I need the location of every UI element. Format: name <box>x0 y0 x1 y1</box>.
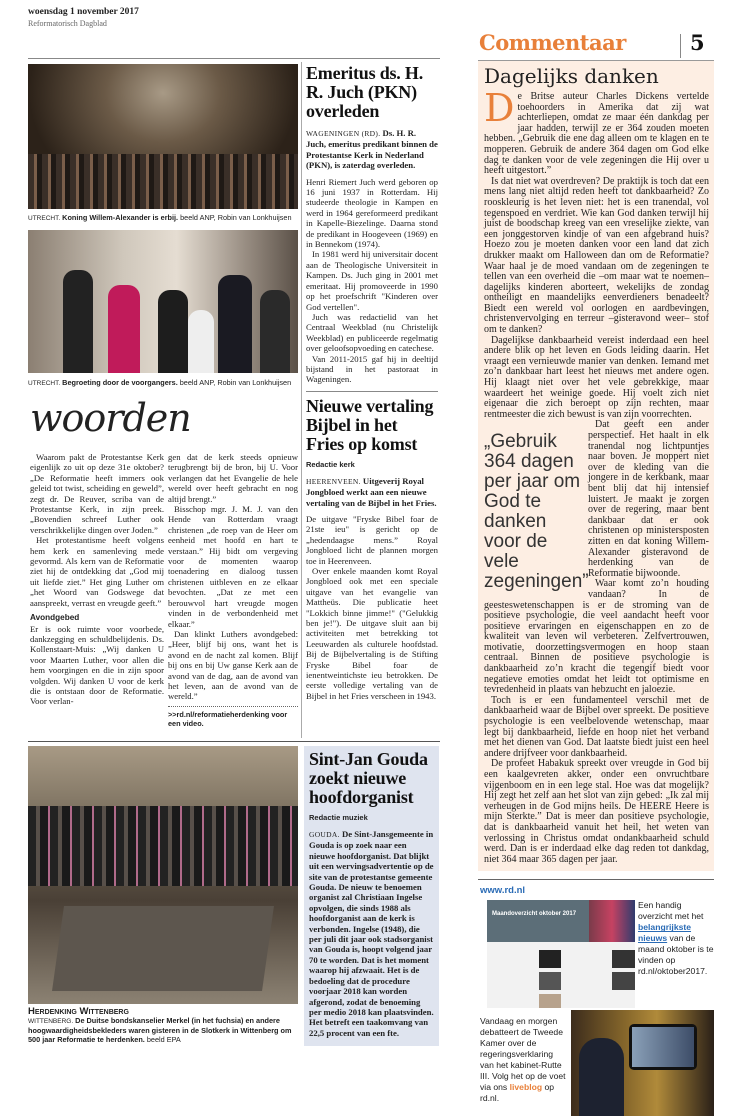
web-section <box>478 879 714 1117</box>
promo-month-overview: Een handig overzicht met het belangrijkste nieuws van de maand oktober is te vinden op rd.nl/oktober2017. <box>638 900 714 977</box>
phone-icon <box>629 1024 697 1070</box>
month-overview-screenshot[interactable] <box>487 900 635 1008</box>
screenshot-title: Maandoverzicht oktober 2017 <box>492 911 577 918</box>
gouda-article: Sint-Jan Gouda zoekt nieuwe hoofdorganist Redactie muziek GOUDA. De Sint-Jansgemeente in Gouda is op zoek naar een nieuwe hoofdorganist. Dat blijkt uit een wervingsadvertentie op de site van de protestantse gemeente Gouda. De nieuw te benoemen organist zal Christiaan Ingelse opvolgen, die sinds 1988 als hoofdorganist aan de kerk is verbonden. Ingelse (1948), die per juli dit jaar ook stadsorganist van Gouda is, hoopt volgend jaar 70 te worden. Dat is het moment waarop hij afzwaait. Het is de bedoeling dat de procedure voorjaar 2018 kan worden afgerond, zodat de benoeming per medio 2018 kan plaatsvinden. Het betreft een taakomvang van 22,5 procent van een fte. <box>304 746 439 1046</box>
juch-headline: Emeritus ds. H. R. Juch (PKN) overleden <box>306 63 424 121</box>
important-news-link[interactable]: belangrijkste nieuws <box>638 922 692 944</box>
video-link[interactable]: >>rd.nl/reformatieherdenking voor een video. <box>168 709 288 728</box>
photo1-caption: UTRECHT. Koning Willem-Alexander is erbij. beeld ANP, Robin van Lonkhuijsen <box>28 213 292 222</box>
middle-column <box>306 64 438 701</box>
subhead-avondgebed: Avondgebed <box>30 613 80 623</box>
headline-fragment: woorden <box>30 396 191 440</box>
photo-king-church <box>28 64 298 209</box>
photo3-caption: Herdenking Wittenberg WITTENBERG. De Duitse bondskanselier Merkel (in het fuchsia) en andere hoogwaardigheidsbekleders waren gisteren in de Slotkerk in Wittenberg om 500 jaar Reformatie te herdenken. beeld EPA <box>28 1006 292 1044</box>
fries-headline: Nieuwe vertaling Bijbel in het Fries op komst <box>306 395 434 454</box>
photo-rutte-phone <box>571 1010 714 1116</box>
editorial-title: Dagelijks danken <box>484 64 659 88</box>
website-link[interactable]: www.rd.nl <box>480 885 526 897</box>
reformation-col2: gen dat de kerk steeds opnieuw terugbrengt bij de bron, bij U. Voor verlangen dat het Evangelie de hele wereld over heeft gebracht en nog altijd brengt.” Bisschop mgr. J. M. J. van den Hende van Rotterdam vraagt christenen „de roep van de Heer om eenheid met hoofd en hart te verstaan.” Hij bidt om vergeving voor de momenten waarop toenadering en dialoog tussen christenen uitbleven en ze elkaar bevochten. „Dat ze met een berouwvol hart vreugde mogen vinden in de verbondenheid met elkaar.” Dan klinkt Luthers avondgebed: „Heer, blijf bij ons, want het is avond en de nacht zal komen. Blijf bij ons en bij Uw ganse Kerk aan de avond van de dag, aan de avond van het leven, aan de avond van de wereld.” >>rd.nl/reformatieherdenking voor een video. <box>168 452 298 728</box>
header-rule <box>28 58 440 59</box>
juch-article: Emeritus ds. H. R. Juch (PKN) overleden WAGENINGEN (RD). Ds. H. R. Juch, emeritus predikant binnen de Protestantse Kerk in Nederland (PKN), is zaterdag overleden. Henri Riemert Juch werd geboren op 16 juni 1937 in Rotterdam. Hij studeerde theologie in Kampen en werd in 1964 gereformeerd predikant in Kapelle-Biezelinge. Daarna stond de predikant in Hoogeveen (1969) en in Bennekom (1974). In 1981 werd hij universitair docent aan de Theologische Universiteit in Kampen. Ds. Juch ging in 2001 met emeritaat. Hij promoveerde in 1990 op het proefschrift "Kinderen over God vertellen". Juch was redactielid van het Centraal Weekblad (nu Christelijk Weekblad) en publiceerde regelmatig over geloofsopvoeding en catechese. Van 2011-2015 gaf hij in deeltijd bijstand in het pastoraat in Wageningen. <box>306 63 438 385</box>
masthead-paper: Reformatorisch Dagblad <box>28 19 107 28</box>
bottom-section-rule <box>28 741 440 742</box>
right-column <box>478 61 714 1117</box>
photo2-caption: UTRECHT. Begroeting door de voorgangers. beeld ANP, Robin van Lonkhuijsen <box>28 378 292 387</box>
masthead-date: woensdag 1 november 2017 <box>28 7 139 17</box>
drop-cap: D <box>484 86 515 130</box>
reformation-col1: Waarom pakt de Protestantse Kerk eigenlijk zo uit op deze 31e oktober? „De Reformatie heeft immers ook geleid tot twist, scheiding en geweld”, zegt dr. De Reuver, scriba van de Protestantse Kerk, in zijn preek. „Bovendien schreef Luther ook verschrikkelijke dingen over Joden.” Het protestantisme heeft volgens hem kerk en samenleving mede gevormd. Als kern van de Reformatie ziet hij de ontdekking dat „God mij uit liefde ziet.” Het ging Luther om „het Woord van Godswege dat aanspreekt, verrast en vreugde geeft.” Avondgebed Er is ook ruimte voor voorbede, dankzegging en schuldbelijdenis. Ds. Kollenstaart-Muis: „Wij danken U voor Maarten Luther, voor allen die hem voorgingen en die in zijn spoor volgden. Wij danken U voor de kerk die is ontstaan door de Reformatie. Voor verlan- <box>30 452 164 707</box>
pull-quote: „Gebruik 364 dagen per jaar om God te danken voor de vele zegeningen” <box>484 431 589 593</box>
liveblog-link[interactable]: liveblog <box>509 1082 543 1093</box>
column-divider <box>301 62 302 738</box>
page-number: 5 <box>690 30 705 55</box>
section-title: Commentaar <box>479 30 626 55</box>
editorial: Dagelijks danken D e Britse auteur Charles Dickens vertelde toehoorders in Amerika dat zij wat achterliepen, omdat ze maar één dankdag per jaar hadden, terwijl ze er 364 zouden moeten hebben. „Gebruik die ene dag alleen om te klagen en te mopperen. Gebruik de andere 364 dagen om God elke dag te danken voor de vele zegeningen die Hij over u heeft uitgestort.” Is dat niet wat overdreven? De praktijk is toch dat een mens lang niet altijd reden heeft tot dankbaarheid? Zo rooskleurig is het leven niet: het is een tranendal, vol tegenspoed en verdriet. Wie kan God danken terwijl hij juist de boodschap kreeg van een vreselijke ziekte, van een jonggestorven kindje of van een afgebrand huis? Hoezo zou je moeten danken voor een land dat zich drukker maakt om Halloween dan om de Reformatie? Waar haal je de moed vandaan om de zegeningen te tellen van een overheid die –om maar wat te noemen– dagelijks kinderen aborteert, wekelijks de zondag ontheiligt en maandelijks eenverdieners benadeelt? Biedt een wereld vol oorlogen en aardbevingen, christenvervolging en terreur –gisteravond weer– stof om te danken? Dagelijkse dankbaarheid vereist inderdaad een heel andere blik op het leven en Gods leiding daarin. Het vraagt een vernieuwde manier van denken. Iemand met zo’n dankbaar hart leest het nieuws met andere ogen. Hij klaagt niet over het vele gebrekkige, maar waardeert het weinige goede. Hij voelt zich niet eigenaar die zich beroept op zijn rechten, maar rentmeester die zich bewust is van zijn voorrechten. „Gebruik 364 dagen per jaar om God te danken voor de vele zegeningen” Dat geeft een ander perspectief. Het haalt in elk tranendal nog lichtpuntjes naar boven. Je moppert niet over de kleding van die jongere in de kerkbank, maar bent blij dat hij intensief luistert. Je maakt je zorgen over de regering, maar bent dankbaar dat er ook christenen op ministersposten zitten en dat koning Willem-Alexander gisteravond de herdenking van de Reformatie bijwoonde. Waar komt zo’n houding vandaan? In de geesteswetenschappen is er de stroming van de positieve psychologie, die veel aandacht heeft voor positieve ervaringen en eigenschappen en zo de kwaliteit van leven wil verbeteren. Zelfvertrouwen, motivatie, doorzettingsvermogen en hoop staan centraal. Binnen de positieve psychologie is dankbaarheid zo’n kracht die tegengif biedt voor negatieve emoties omdat het leidt tot optimisme en tevredenheid in plaats van hebzucht en jaloezie. Toch is er een fundamenteel verschil met de dankbaarheid waar de Bijbel over spreekt. De positieve psychologie is een veelbelovende wetenschap, maar legt bij dankbaarheid, liefde en hoop niet het verband met het dienen van God. Dat laatste biedt juist een heel andere drijfveer voor dankbaarheid. De profeet Habakuk spreekt over vreugde in God bij een kaalgevreten akker, onder een onvruchtbare vijgenboom en in een lege stal. Hoe was dat mogelijk? Hij zegt het zelf aan het slot van zijn gebed: „Ik zal mij verheugen in de God mijns heils. De HEERE Heere is mijn Sterkte.” Dat is meer dan positieve psychologie, dat is dankbaarheid vanuit het heil, het weten van verlossing in Christus omdat ondankbaarheid schuld werd. Dan is er inderdaad elke dag reden tot dankdag, niet 364 maar 365 dagen per jaar. <box>478 61 714 871</box>
photo-greeting <box>28 230 298 373</box>
middle-rule <box>306 391 438 392</box>
fries-article: Nieuwe vertaling Bijbel in het Fries op komst Redactie kerk HEERENVEEN. Uitgeverij Royal Jongbloed werkt aan een nieuwe vertaling van de Bijbel in het Fries. De uitgave "Fryske Bibel foar de 21ste ieu" is gericht op de „hedendaagse mens.” Royal Jongbloed licht de plannen morgen toe in Heerenveen. Over enkele maanden komt Royal Jongbloed ook met een speciale uitgave van het evangelie van Mattheüs. Die publicatie heet "Lokkich binne jimme!" ("Gelukkig ben je!"). De uitgave sluit aan bij activiteiten met betrekking tot Leeuwarden als culturele hoofdstad. Bij de Bijbelvertaling is de Stifting Fryske Bibel foar de ienentweintichste ieu betrokken. De eerste volledige vertaling van de Bijbel in het Fries verscheen in 1943. <box>306 395 438 701</box>
promo-liveblog: Vandaag en morgen debatteert de Tweede Kamer over de regeringsverklaring van het kabinet-Rutte III. Volg het op de voet via ons liveblog op rd.nl. <box>480 1016 566 1104</box>
photo-wittenberg <box>28 746 298 1004</box>
gouda-headline: Sint-Jan Gouda zoekt nieuwe hoofdorganist <box>309 749 428 807</box>
page-number-divider <box>680 34 681 58</box>
